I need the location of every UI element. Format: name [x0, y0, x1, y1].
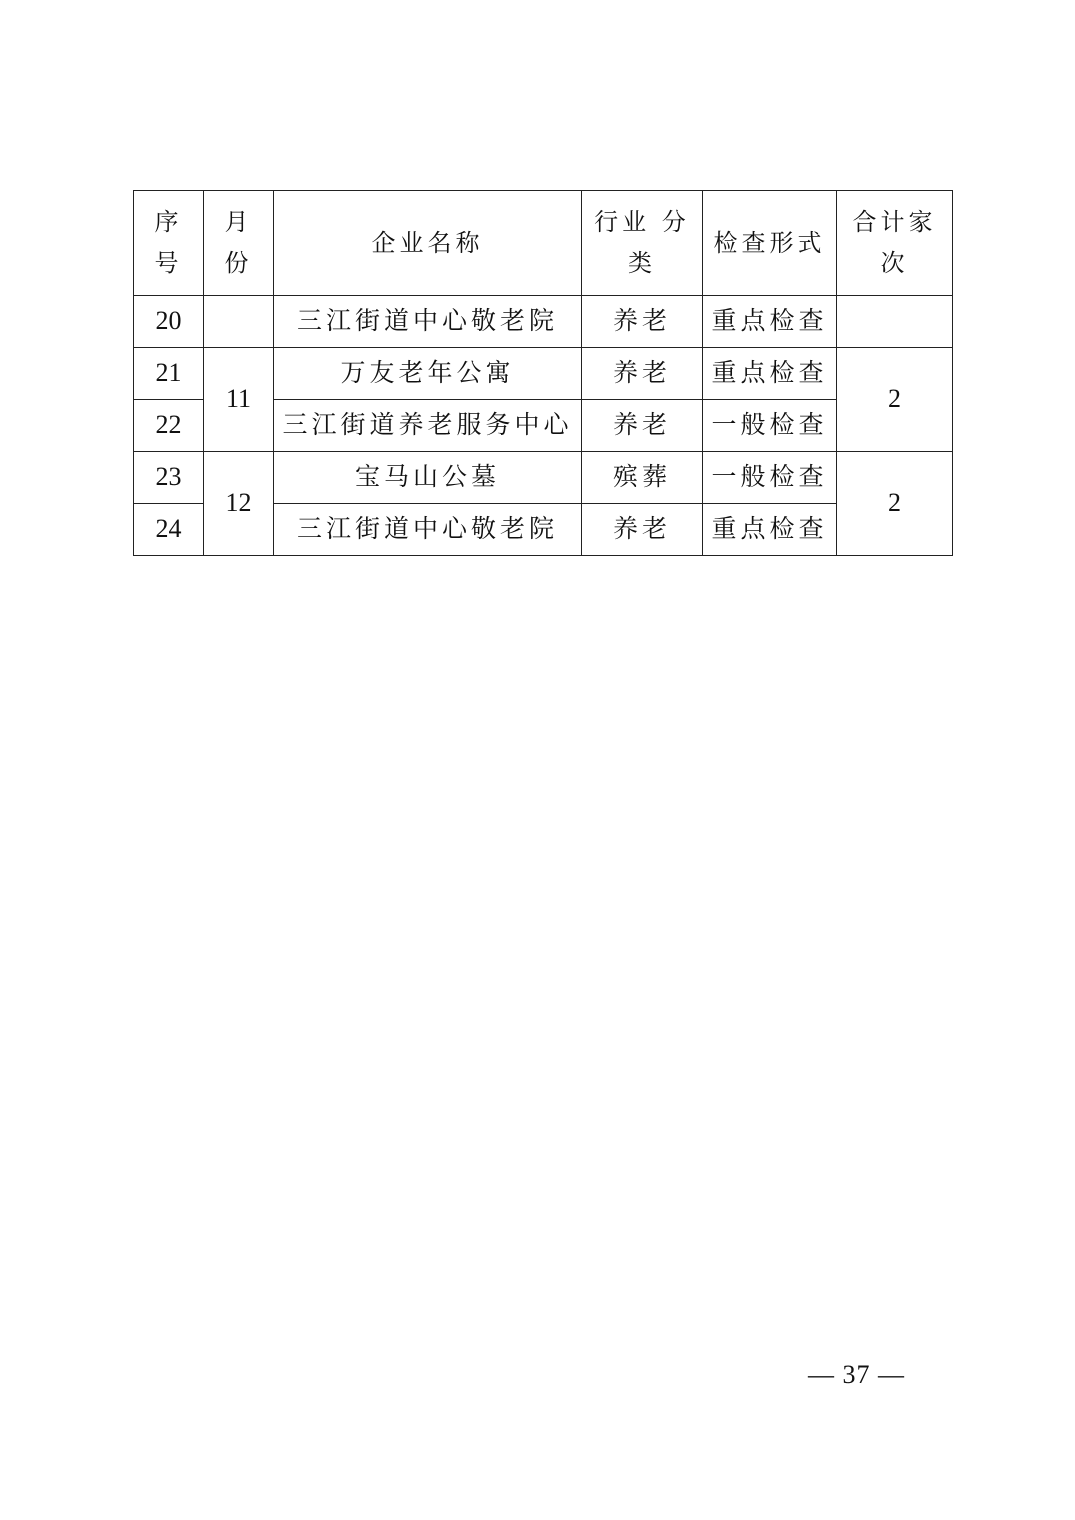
cell-check-type: 重点检查 [703, 348, 837, 400]
cell-company: 三江街道中心敬老院 [274, 504, 582, 556]
cell-check-type: 一般检查 [703, 452, 837, 504]
cell-industry: 养老 [582, 296, 703, 348]
table-row [134, 452, 953, 504]
cell-company: 三江街道养老服务中心 [274, 400, 582, 452]
header-industry: 行业 分 类 [582, 191, 703, 296]
cell-industry: 殡葬 [582, 452, 703, 504]
cell-total: 2 [837, 348, 953, 452]
cell-total [837, 296, 953, 348]
cell-seq: 20 [134, 296, 204, 348]
header-month: 月 份 [204, 191, 274, 296]
cell-month [204, 296, 274, 348]
cell-seq: 23 [134, 452, 204, 504]
cell-industry: 养老 [582, 400, 703, 452]
header-company: 企业名称 [274, 191, 582, 296]
cell-check-type: 重点检查 [703, 504, 837, 556]
cell-company: 三江街道中心敬老院 [274, 296, 582, 348]
cell-seq: 22 [134, 400, 204, 452]
cell-month: 12 [204, 452, 274, 556]
cell-seq: 21 [134, 348, 204, 400]
page-number: — 37 — [808, 1360, 905, 1389]
table-row [134, 348, 953, 400]
header-check-type: 检查形式 [703, 191, 837, 296]
cell-month: 11 [204, 348, 274, 452]
cell-check-type: 重点检查 [703, 296, 837, 348]
cell-total: 2 [837, 452, 953, 556]
cell-check-type: 一般检查 [703, 400, 837, 452]
table-header-row [134, 191, 953, 296]
cell-company: 宝马山公墓 [274, 452, 582, 504]
table-row [134, 296, 953, 348]
cell-seq: 24 [134, 504, 204, 556]
header-seq: 序 号 [134, 191, 204, 296]
cell-industry: 养老 [582, 348, 703, 400]
header-total: 合计家 次 [837, 191, 953, 296]
cell-industry: 养老 [582, 504, 703, 556]
cell-company: 万友老年公寓 [274, 348, 582, 400]
inspection-table [133, 190, 953, 556]
